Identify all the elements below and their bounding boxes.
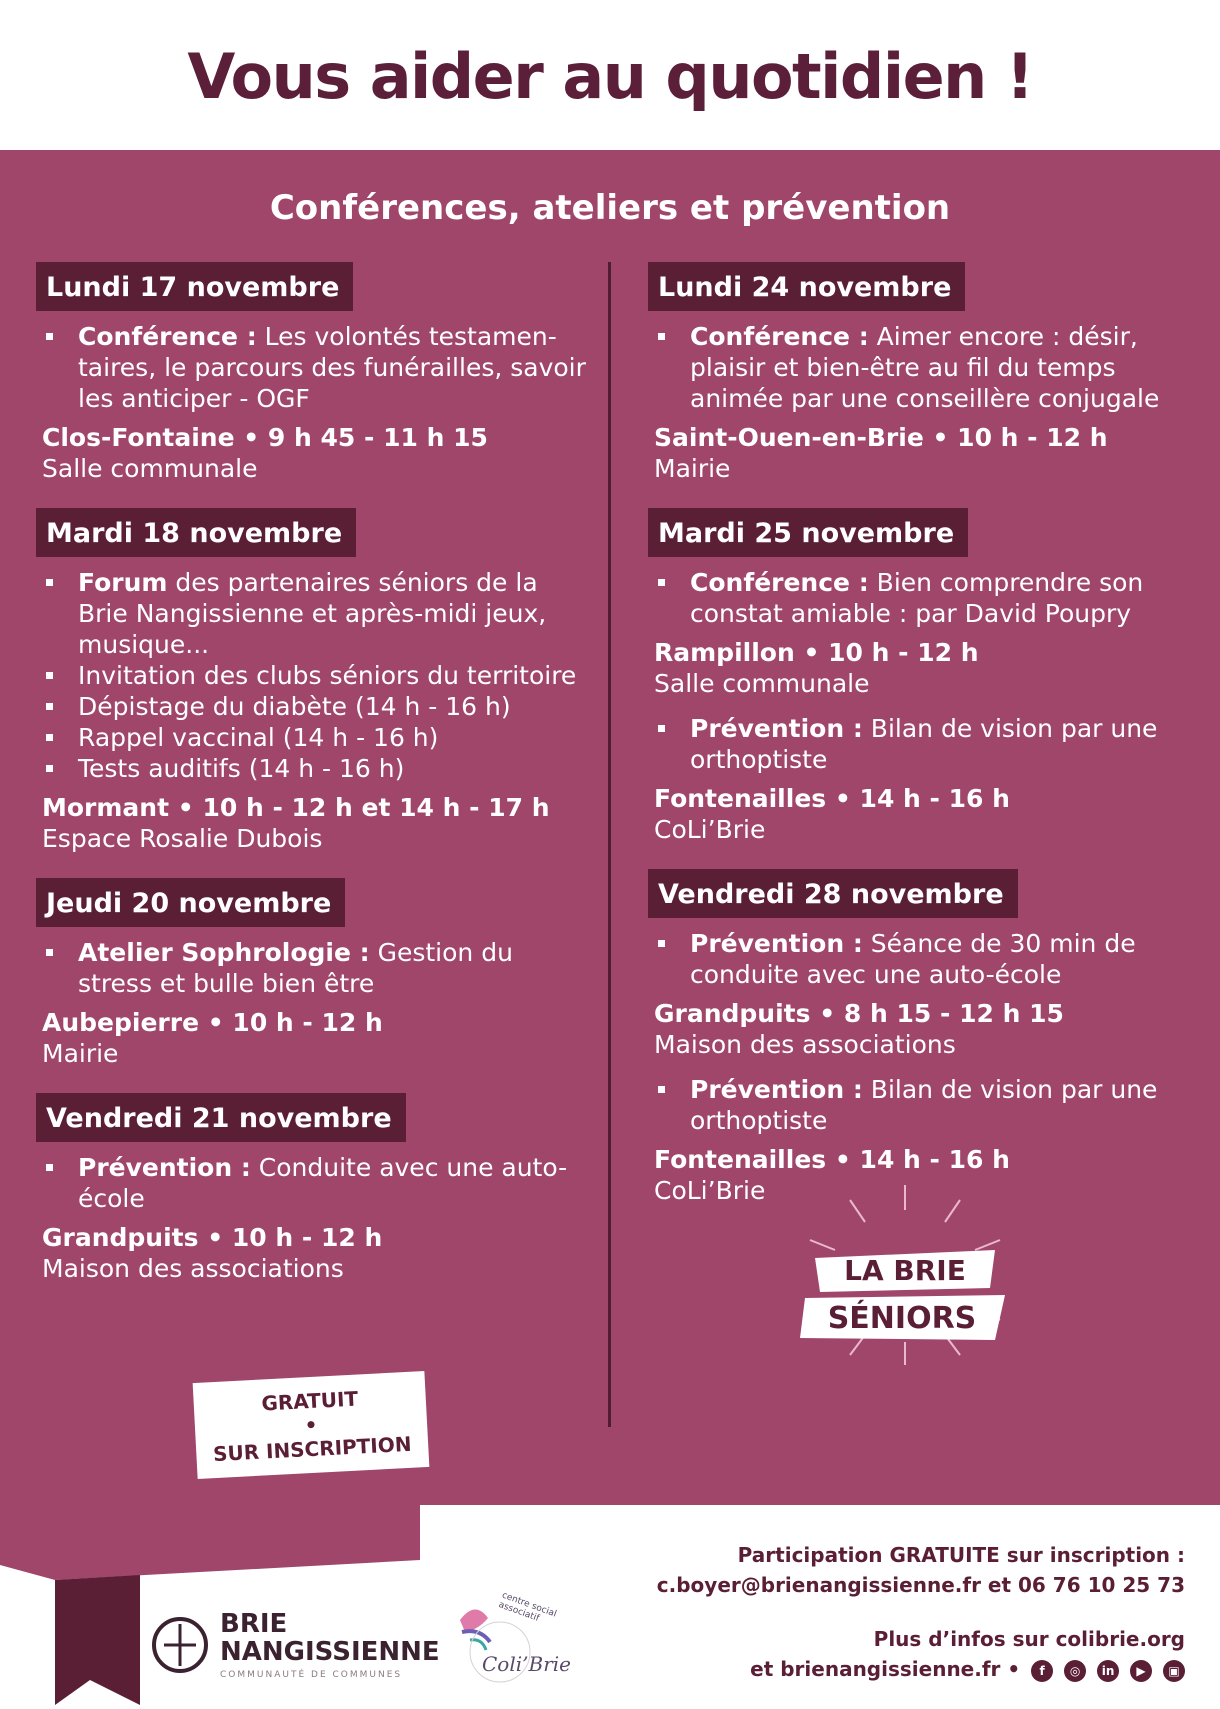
event-text: Invitation des clubs séniors du territoire: [78, 661, 577, 690]
day-block: [648, 262, 1193, 484]
brie-logo-line3: COMMUNAUTÉ DE COMMUNES: [220, 1670, 403, 1680]
day-heading: Mardi 25 novembre: [648, 508, 968, 557]
location-time: • 8 h 15 - 12 h 15: [810, 999, 1064, 1028]
event-item: [36, 1152, 591, 1214]
location-venue: Mairie: [654, 454, 731, 483]
event-list: [36, 1152, 591, 1214]
day-block: [36, 508, 591, 854]
day-block: [36, 1093, 591, 1284]
location-venue: Mairie: [42, 1039, 119, 1068]
footer-info: [657, 1540, 1185, 1684]
location-venue: CoLi’Brie: [654, 815, 766, 844]
event-text: Dépistage du diabète (14 h - 16 h): [78, 692, 511, 721]
free-registration-badge: [193, 1371, 430, 1479]
location-town: Rampillon: [654, 638, 795, 667]
event-location: [42, 1222, 591, 1253]
location-town: Grandpuits: [654, 999, 811, 1028]
badge-sep: •: [303, 1412, 319, 1438]
day-heading: Mardi 18 novembre: [36, 508, 356, 557]
event-item: [36, 660, 591, 691]
event-list: [648, 1074, 1193, 1136]
event-type: Prévention :: [690, 714, 863, 743]
footer-line3[interactable]: Plus d’infos sur colibrie.org: [873, 1627, 1185, 1651]
day-block: [648, 869, 1193, 1206]
facebook-icon[interactable]: f: [1031, 1660, 1053, 1682]
page-title: Vous aider au quotidien !: [187, 40, 1033, 113]
colibrie-logo: [440, 1590, 580, 1700]
event-list: [36, 937, 591, 999]
event-location: [42, 422, 591, 453]
event-item: [648, 567, 1193, 629]
event-list: [648, 567, 1193, 629]
event-item: [36, 567, 591, 660]
location-town: Mormant: [42, 793, 170, 822]
day-block: [648, 508, 1193, 845]
location-time: • 14 h - 16 h: [826, 1145, 1010, 1174]
event-text: Bilan de vision par une orthoptiste: [690, 1075, 1158, 1135]
day-heading: Vendredi 28 novembre: [648, 869, 1018, 918]
event-list: [648, 928, 1193, 990]
location-venue: Salle communale: [654, 669, 870, 698]
event-type: Atelier Sophrologie :: [78, 938, 370, 967]
event-text: Bien comprendre son constat amiable : par David Poupry: [690, 568, 1144, 628]
youtube-icon[interactable]: ▶: [1130, 1660, 1152, 1682]
location-venue: Maison des associations: [654, 1030, 956, 1059]
brie-nangissienne-logo: [150, 1609, 440, 1690]
footer-line4-wrap: [657, 1654, 1185, 1684]
location-venue: Salle communale: [42, 454, 258, 483]
day-block: [36, 878, 591, 1069]
event-item: [36, 937, 591, 999]
location-time: • 14 h - 16 h: [826, 784, 1010, 813]
event-list: [648, 713, 1193, 775]
event-location: [654, 1144, 1193, 1175]
event-text: Tests auditifs (14 h - 16 h): [78, 754, 405, 783]
event-location: [42, 1007, 591, 1038]
event-list: [36, 321, 591, 414]
location-time: • 10 h - 12 h: [923, 423, 1108, 452]
event-item: [648, 713, 1193, 775]
event-item: [648, 321, 1193, 414]
event-type: Forum: [78, 568, 168, 597]
brie-emblem-icon: [150, 1610, 210, 1680]
event-list: [648, 321, 1193, 414]
event-item: [36, 753, 591, 784]
location-time: • 10 h - 12 h: [794, 638, 979, 667]
event-text: Aimer encore : désir, plaisir et bien-être au fil du temps animée par une conseillère conjugale: [690, 322, 1160, 413]
event-type: Conférence :: [690, 322, 869, 351]
footer-line1: Participation GRATUITE sur inscription :: [737, 1543, 1185, 1567]
event-item: [648, 928, 1193, 990]
event-location: [654, 998, 1193, 1029]
event-text: Séance de 30 min de conduite avec une auto-école: [690, 929, 1136, 989]
event-location: [654, 422, 1193, 453]
location-time: • 10 h - 12 h: [198, 1223, 383, 1252]
event-item: [36, 722, 591, 753]
location-time: • 10 h - 12 h et 14 h - 17 h: [169, 793, 550, 822]
footer-line2[interactable]: c.boyer@brienangissienne.fr et 06 76 10 25 73: [656, 1573, 1185, 1597]
event-type: Prévention :: [78, 1153, 251, 1182]
day-heading: Lundi 24 novembre: [648, 262, 965, 311]
event-type: Conférence :: [690, 568, 869, 597]
logo-seniors-line2: SÉNIORS: [827, 1301, 977, 1336]
event-location: [654, 637, 1193, 668]
footer-line4[interactable]: et brienangissienne.fr •: [750, 1657, 1021, 1681]
event-item: [36, 691, 591, 722]
day-heading: Jeudi 20 novembre: [36, 878, 345, 927]
event-text: des partenaires séniors de la Brie Nangissienne et après-midi jeux, musique...: [78, 568, 547, 659]
logo-seniors-line1: LA BRIE: [844, 1254, 966, 1287]
location-time: • 9 h 45 - 11 h 15: [234, 423, 488, 452]
colibrie-name: Coli’Brie: [482, 1652, 571, 1676]
event-text: Gestion du stress et bulle bien être: [78, 938, 513, 998]
brie-logo-line1: BRIE: [220, 1609, 288, 1639]
event-type: Prévention :: [690, 929, 863, 958]
brie-logo-line2: NANGISSIENNE: [220, 1637, 440, 1667]
left-column: [36, 262, 591, 1308]
day-heading: Vendredi 21 novembre: [36, 1093, 406, 1142]
location-town: Saint-Ouen-en-Brie: [654, 423, 924, 452]
column-divider: [608, 262, 611, 1427]
location-venue: Espace Rosalie Dubois: [42, 824, 323, 853]
day-heading: Lundi 17 novembre: [36, 262, 353, 311]
location-time: • 10 h - 12 h: [199, 1008, 383, 1037]
location-town: Fontenailles: [654, 784, 827, 813]
badge-line1: GRATUIT: [260, 1386, 359, 1416]
event-location: [654, 783, 1193, 814]
instagram-icon[interactable]: ◎: [1064, 1660, 1086, 1682]
badge-line2: SUR INSCRIPTION: [212, 1431, 413, 1467]
event-text: Rappel vaccinal (14 h - 16 h): [78, 723, 439, 752]
event-text: Bilan de vision par une orthoptiste: [690, 714, 1158, 774]
colibrie-tag: centre social associatif: [497, 1590, 558, 1624]
day-block: [36, 262, 591, 484]
right-column: [648, 262, 1193, 1230]
linkedin-icon[interactable]: in: [1097, 1660, 1119, 1682]
location-town: Clos-Fontaine: [42, 423, 235, 452]
program-panel: [0, 150, 1220, 1505]
event-type: Prévention :: [690, 1075, 863, 1104]
app-icon[interactable]: ▣: [1163, 1660, 1185, 1682]
location-town: Aubepierre: [42, 1008, 200, 1037]
event-item: [36, 321, 591, 414]
la-brie-seniors-logo: [790, 1180, 1020, 1370]
event-type: Conférence :: [78, 322, 257, 351]
event-location: [42, 792, 591, 823]
location-venue: CoLi’Brie: [654, 1176, 766, 1205]
location-venue: Maison des associations: [42, 1254, 344, 1283]
location-town: Fontenailles: [654, 1145, 827, 1174]
location-town: Grandpuits: [42, 1223, 199, 1252]
event-text: Les volontés testamen-taires, le parcours des funérailles, savoir les anticiper - OGF: [78, 322, 586, 413]
event-item: [648, 1074, 1193, 1136]
event-list: [36, 567, 591, 784]
panel-subtitle: Conférences, ateliers et prévention: [269, 188, 951, 228]
event-text: Conduite avec une auto-école: [78, 1153, 568, 1213]
